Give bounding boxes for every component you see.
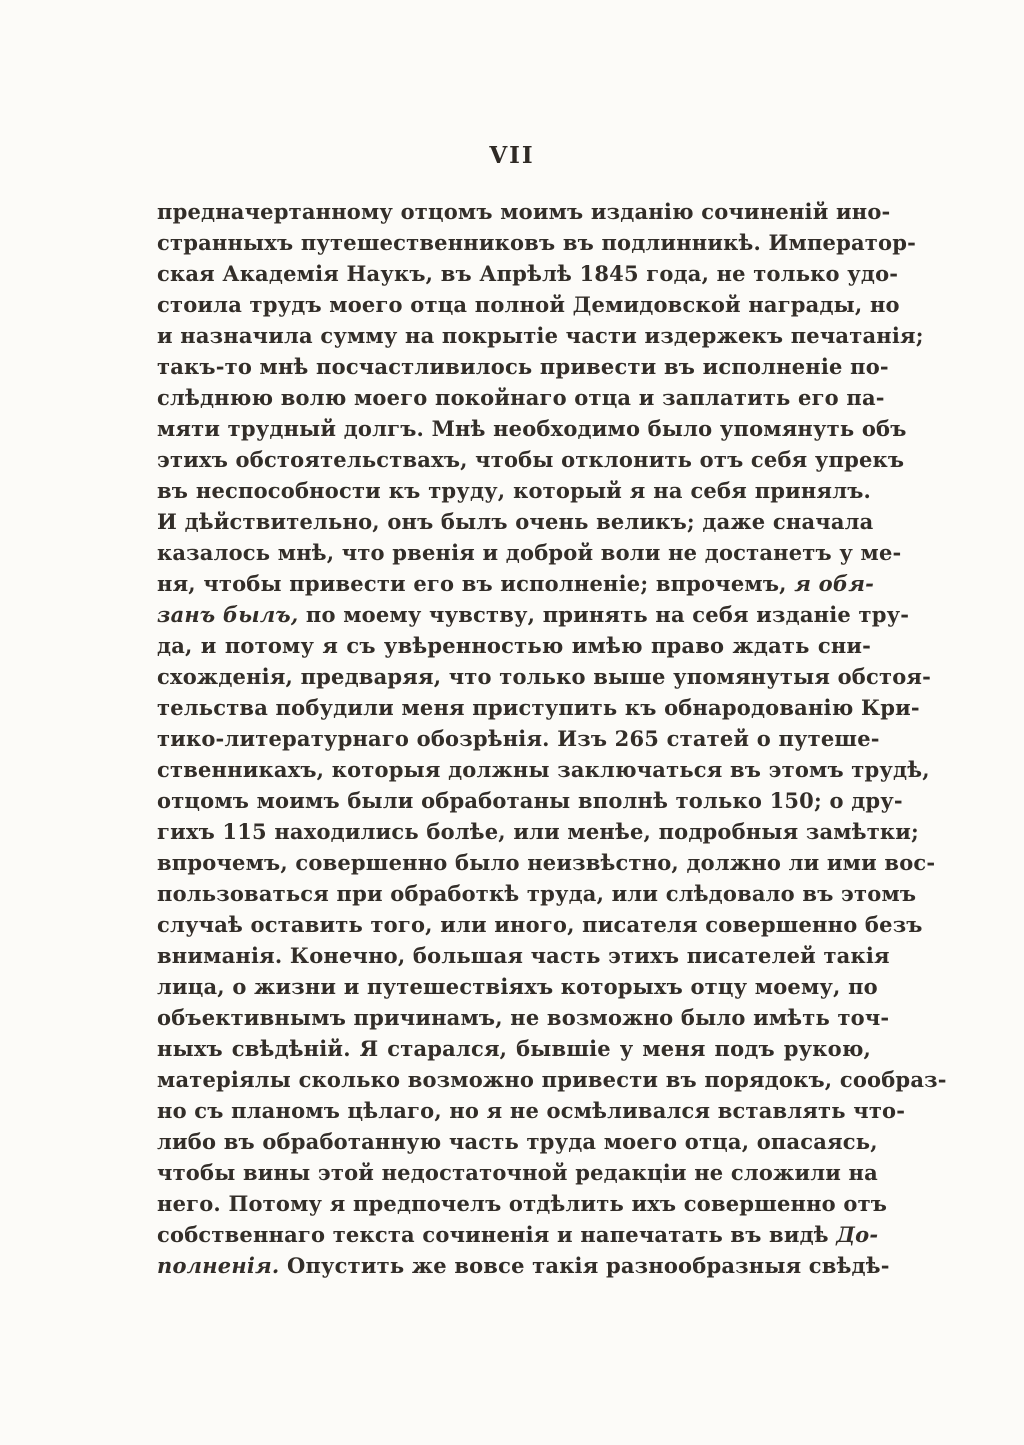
text-line: чтобы вины этой недостаточной редакціи не сложили на (157, 1160, 878, 1185)
text-line: объективнымъ причинамъ, не возможно было имѣть точ- (157, 1005, 890, 1030)
text-line: случаѣ оставить того, или иного, писателя совершенно безъ (157, 912, 923, 937)
text-line: ня, чтобы привести его въ исполненіе; впрочемъ, я обя- (157, 571, 875, 596)
text-line: такъ-то мнѣ посчастливилось привести въ исполненіе по- (157, 354, 889, 379)
text-line: въ неспособности къ труду, который я на себя принялъ. (157, 478, 872, 503)
text-line: тельства побудили меня приступить къ обнародованію Кри- (157, 695, 920, 720)
page-text (157, 196, 947, 1281)
text-line: странныхъ путешественниковъ въ подлинникѣ. Император- (157, 230, 916, 255)
text-line: И дѣйствительно, онъ былъ очень великъ; даже сначала (157, 509, 874, 534)
text-line: вниманія. Конечно, большая часть этихъ писателей такія (157, 943, 890, 968)
text-line: и назначила сумму на покрытіе части издержекъ печатанія; (157, 323, 924, 348)
text-line: него. Потому я предпочелъ отдѣлить ихъ совершенно отъ (157, 1191, 888, 1216)
text-line: схожденія, предваряя, что только выше упомянутыя обстоя- (157, 664, 932, 689)
text-line: да, и потому я съ увѣренностью имѣю право ждать сни- (157, 633, 872, 658)
text-line: казалось мнѣ, что рвенія и доброй воли не достанетъ у ме- (157, 540, 902, 565)
page-number: VII (489, 142, 535, 169)
text-line: матеріялы сколько возможно привести въ порядокъ, сообраз- (157, 1067, 947, 1092)
text-line: ственникахъ, которыя должны заключаться въ этомъ трудѣ, (157, 757, 930, 782)
text-line: ныхъ свѣдѣній. Я старался, бывшіе у меня подъ рукою, (157, 1036, 872, 1061)
text-line: впрочемъ, совершенно было неизвѣстно, должно ли ими вос- (157, 850, 936, 875)
text-line: этихъ обстоятельствахъ, чтобы отклонить отъ себя упрекъ (157, 447, 905, 472)
text-line: собственнаго текста сочиненія и напечатать въ видѣ До- (157, 1222, 879, 1247)
text-line: мяти трудный долгъ. Мнѣ необходимо было упомянуть объ (157, 416, 907, 441)
text-line: тико-литературнаго обозрѣнія. Изъ 265 статей о путеше- (157, 726, 880, 751)
text-line: но съ планомъ цѣлаго, но я не осмѣливался вставлять что- (157, 1098, 906, 1123)
text-line: стоила трудъ моего отца полной Демидовской награды, но (157, 292, 900, 317)
text-line: либо въ обработанную часть труда моего отца, опасаясь, (157, 1129, 878, 1154)
text-line: отцомъ моимъ были обработаны вполнѣ только 150; о дру- (157, 788, 903, 813)
text-line: гихъ 115 находились болѣе, или менѣе, подробныя замѣтки; (157, 819, 920, 844)
text-line: ская Академія Наукъ, въ Апрѣлѣ 1845 года, не только удо- (157, 261, 899, 286)
text-line: полненія. Опустить же вовсе такія разнообразныя свѣдѣ- (157, 1253, 890, 1278)
text-line: слѣднюю волю моего покойнаго отца и заплатить его па- (157, 385, 885, 410)
text-line: предначертанному отцомъ моимъ изданію сочиненій ино- (157, 199, 891, 224)
text-line: лица, о жизни и путешествіяхъ которыхъ отцу моему, по (157, 974, 878, 999)
text-line: пользоваться при обработкѣ труда, или слѣдовало въ этомъ (157, 881, 917, 906)
text-line: занъ былъ, по моему чувству, принять на себя изданіе тру- (157, 602, 910, 627)
